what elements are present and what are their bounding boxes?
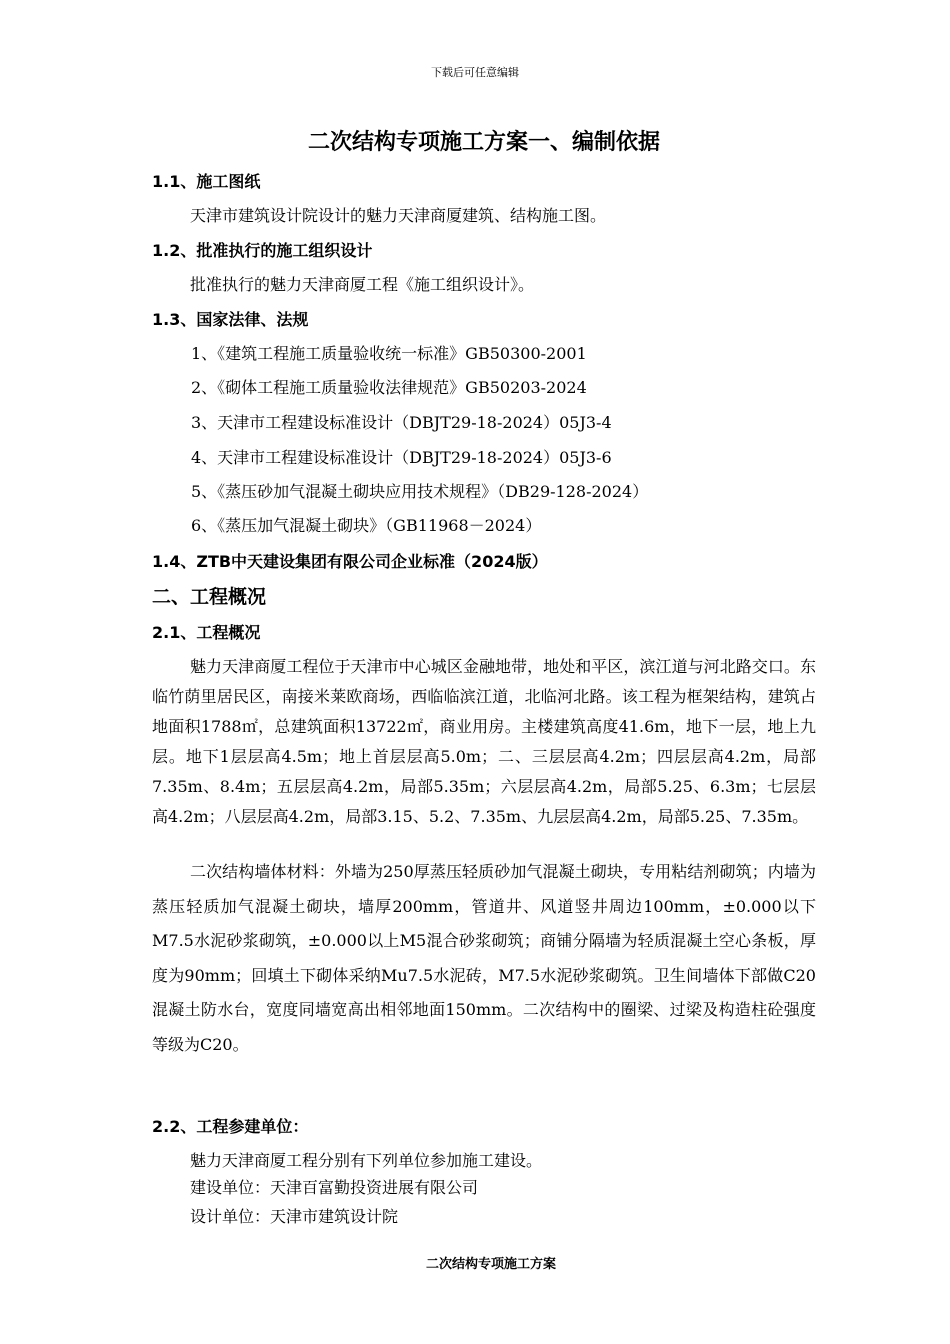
design-unit: 设计单位：天津市建筑设计院 (190, 1207, 399, 1226)
section-1-2-text: 批准执行的魅力天津商厦工程《施工组织设计》。 (190, 275, 535, 294)
section-1-1-text: 天津市建筑设计院设计的魅力天津商厦建筑、结构施工图。 (190, 206, 607, 225)
page-footer: 二次结构专项施工方案 (425, 1257, 556, 1272)
list-item: 6、《蒸压加气混凝土砌块》（GB11968－2024） (191, 516, 542, 535)
section-1-2-heading: 1.2、批准执行的施工组织设计 (152, 241, 373, 260)
section-1-3-heading: 1.3、国家法律、法规 (152, 310, 309, 329)
section-2-1-heading: 2.1、工程概况 (152, 623, 261, 642)
wall-materials-paragraph: 二次结构墙体材料：外墙为250厚蒸压轻质砂加气混凝土砌块，专用粘结剂砌筑；内墙为蒸压轻质加气混凝土砌块，墙厚200mm，管道井、风道竖井周边100mm，±0.000以下M7.5水泥砂浆砌筑，±0.000以上M5混合砂浆砌筑；商铺分隔墙为轻质混凝土空心条板，厚度为90mm；回填土下砌体采纳Mu7.5水泥砖，M7.5水泥砂浆砌筑。卫生间墙体下部做C20混凝土防水台，宽度同墙宽高出相邻地面150mm。二次结构中的圈梁、过梁及构造柱砼强度等级为C20。 (152, 862, 816, 1054)
list-item: 1、《建筑工程施工质量验收统一标准》GB50300-2001 (191, 344, 587, 363)
section-2-2-heading: 2.2、工程参建单位： (152, 1117, 309, 1136)
participants-intro: 魅力天津商厦工程分别有下列单位参加施工建设。 (190, 1151, 543, 1170)
section-2-heading: 二、工程概况 (152, 586, 267, 608)
list-item: 3、天津市工程建设标准设计（DBJT29-18-2024）05J3-4 (191, 413, 612, 432)
overview-paragraph: 魅力天津商厦工程位于天津市中心城区金融地带，地处和平区，滨江道与河北路交口。东临竹荫里居民区，南接米莱欧商场，西临临滨江道，北临河北路。该工程为框架结构，建筑占地面积1788㎡，总建筑面积13722㎡，商业用房。主楼建筑高度41.6m，地下一层，地上九层。地下1层层高4.5m；地上首层层高5.0m；二、三层层高4.2m；四层层高4.2m，局部7.35m、8.4m；五层层高4.2m，局部5.35m；六层层高4.2m，局部5.25、6.3m；七层层高4.2m；八层层高4.2m，局部3.15、5.2、7.35m、九层层高4.2m，局部5.25、7.35m。 (152, 657, 816, 826)
list-item: 4、天津市工程建设标准设计（DBJT29-18-2024）05J3-6 (191, 448, 612, 467)
list-item: 5、《蒸压砂加气混凝土砌块应用技术规程》（DB29-128-2024） (191, 482, 649, 501)
document-title: 二次结构专项施工方案一、编制依据 (307, 130, 660, 155)
section-1-4-heading: 1.4、ZTB中天建设集团有限公司企业标准（2024版） (152, 552, 548, 571)
list-item: 2、《砌体工程施工质量验收法律规范》GB50203-2024 (191, 378, 587, 397)
header-note: 下载后可任意编辑 (431, 66, 519, 79)
section-1-1-heading: 1.1、施工图纸 (152, 172, 261, 191)
construction-unit: 建设单位：天津百富勤投资进展有限公司 (190, 1178, 479, 1197)
